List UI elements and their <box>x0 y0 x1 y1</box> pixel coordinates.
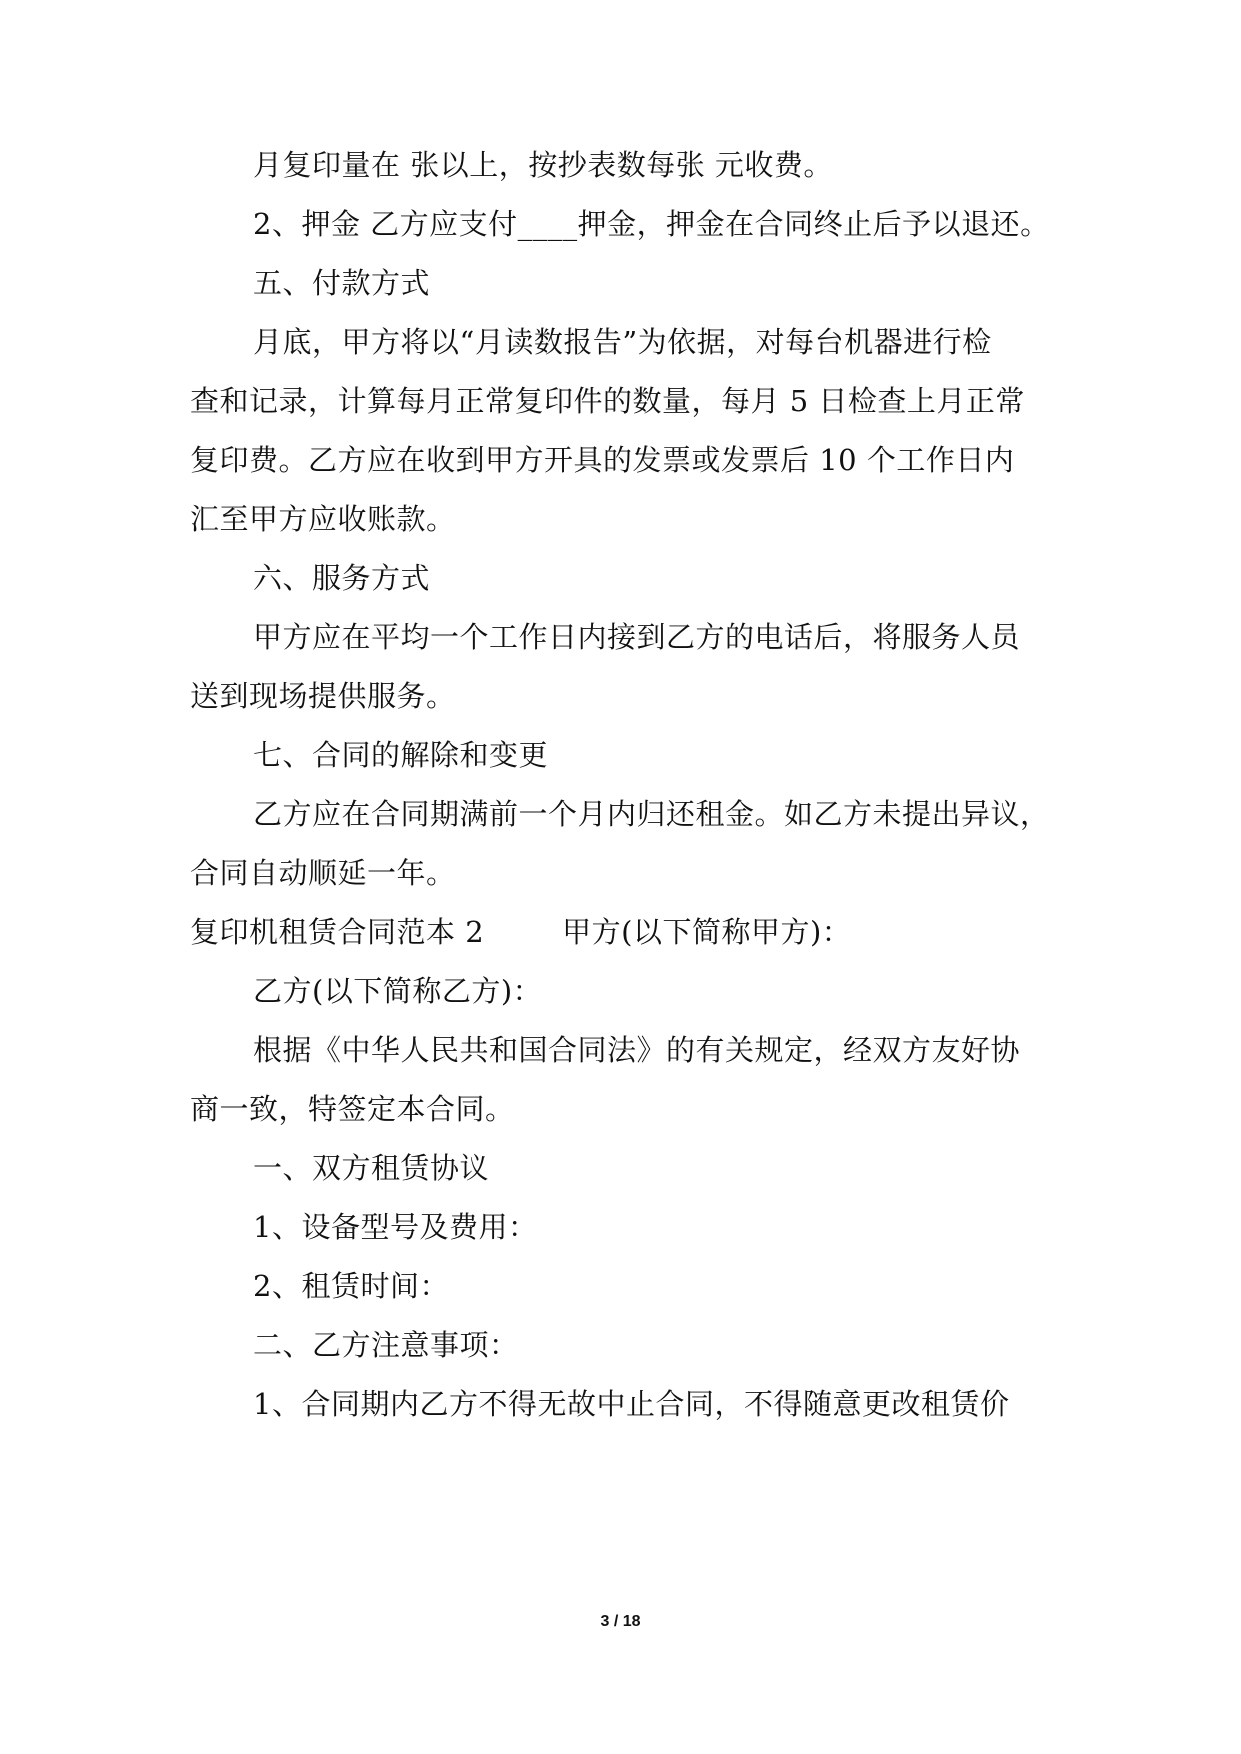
text-line-6: 复印费。乙方应在收到甲方开具的发票或发票后 10 个工作日内 <box>190 443 1015 477</box>
text-line-19: 1、设备型号及费用： <box>253 1210 538 1244</box>
text-line-16: 根据《中华人民共和国合同法》的有关规定，经双方友好协 <box>253 1033 1021 1067</box>
text-line-17: 商一致，特签定本合同。 <box>190 1092 515 1126</box>
text-line-1: 月复印量在 张以上，按抄表数每张 元收费。 <box>253 148 833 182</box>
section-heading-service: 六、服务方式 <box>253 561 431 595</box>
contract-title: 复印机租赁合同范本 2 <box>190 915 485 949</box>
section-heading-payment: 五、付款方式 <box>253 266 431 300</box>
page-number: 3 / 18 <box>600 1613 641 1630</box>
section-heading-termination: 七、合同的解除和变更 <box>253 738 549 772</box>
text-line-10: 送到现场提供服务。 <box>190 679 456 713</box>
text-line-20: 2、租赁时间： <box>253 1269 449 1303</box>
text-line-4: 月底，甲方将以“月读数报告”为依据，对每台机器进行检 <box>253 325 992 359</box>
text-line-7: 汇至甲方应收账款。 <box>190 502 456 536</box>
text-line-12: 乙方应在合同期满前一个月内归还租金。如乙方未提出异议， <box>253 797 1050 831</box>
party-a-label: 甲方(以下简称甲方)： <box>562 915 852 949</box>
section-heading-lease: 一、双方租赁协议 <box>253 1151 490 1185</box>
text-line-2: 2、押金 乙方应支付____押金，押金在合同终止后予以退还。 <box>253 207 1050 241</box>
party-b-label: 乙方(以下简称乙方)： <box>253 974 543 1008</box>
text-line-22: 1、合同期内乙方不得无故中止合同，不得随意更改租赁价 <box>253 1387 1010 1421</box>
text-line-9: 甲方应在平均一个工作日内接到乙方的电话后，将服务人员 <box>253 620 1021 654</box>
section-heading-notes: 二、乙方注意事项： <box>253 1328 519 1362</box>
text-line-13: 合同自动顺延一年。 <box>190 856 456 890</box>
contract-heading-line <box>190 912 1070 952</box>
text-line-5: 查和记录，计算每月正常复印件的数量，每月 5 日检查上月正常 <box>190 384 1025 418</box>
